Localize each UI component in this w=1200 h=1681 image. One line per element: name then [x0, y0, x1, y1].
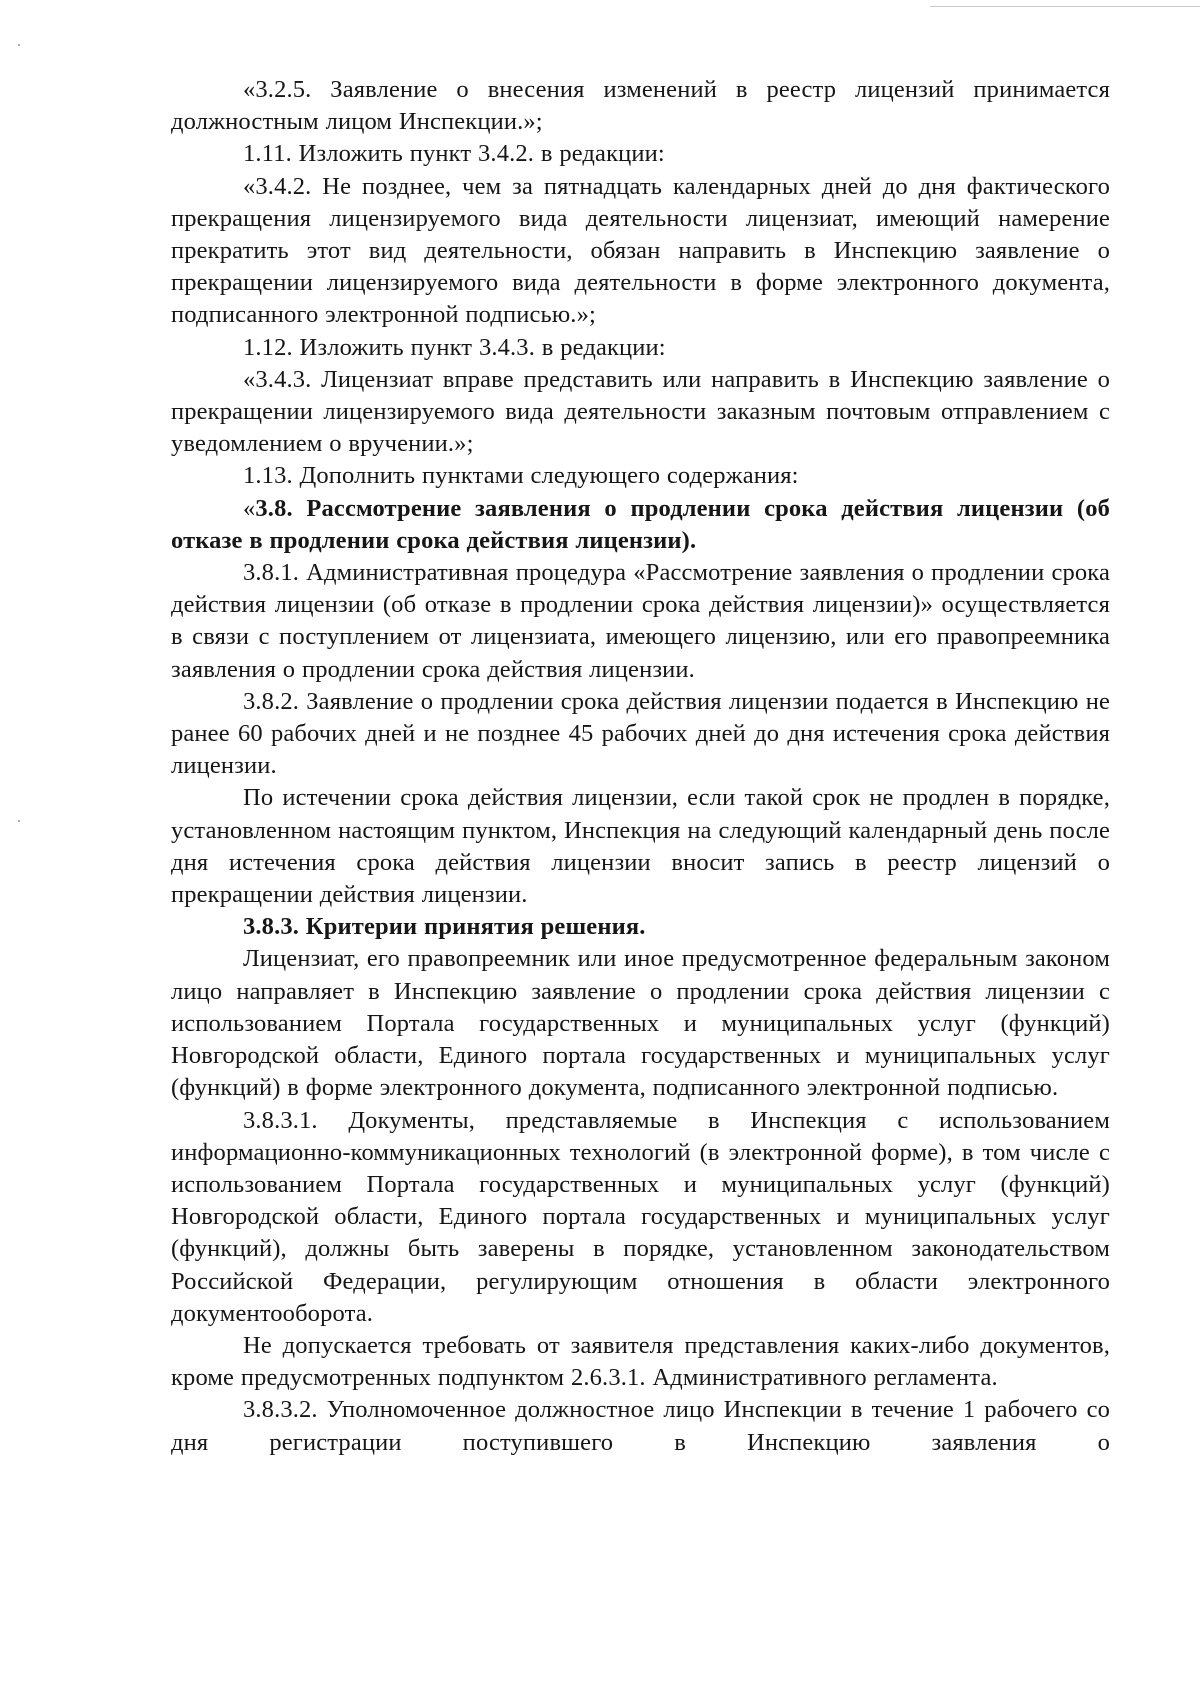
paragraph-3-4-2: «3.4.2. Не позднее, чем за пятнадцать календарных дней до дня фактического прекращения лицензируемого вида деятельности лицензиат, имеющий намерение прекратить этот вид деятельности, обязан направить в Инспекцию заявление о прекращении лицензируемого вида деятельности в форме электронного документа, подписанного электронной подписью.»;: [171, 172, 1110, 329]
paragraph-3-2-5: «3.2.5. Заявление о внесения изменений в реестр лицензий принимается должностным лицом Инспекции.»;: [171, 76, 1110, 136]
paragraph-3-8-1: 3.8.1. Административная процедура «Рассмотрение заявления о продлении срока действия лицензии (об отказе в продлении срока действия лицензии)» осуществляется в связи с поступлением от лицензиата, имеющего лицензию, или его правопреемника заявления о продлении срока действия лицензии.: [171, 559, 1110, 683]
paragraph-licensee: Лицензиат, его правопреемник или иное предусмотренное федеральным законом лицо направляет в Инспекцию заявление о продлении срока действия лицензии с использованием Портала государственных и муниципальных услуг (функций) Новгородской области, Единого портала государственных и муниципальных услуг (функций) в форме электронного документа, подписанного электронной подписью.: [171, 945, 1110, 1102]
paragraph-1-11: 1.11. Изложить пункт 3.4.2. в редакции:: [243, 140, 665, 168]
scan-speck: [18, 820, 20, 822]
heading-3-8-3: 3.8.3. Критерии принятия решения.: [243, 913, 646, 941]
heading-3-8-text: 3.8. Рассмотрение заявления о продлении срока действия лицензии (об отказе в продлении срока действия лицензии).: [171, 494, 1110, 554]
paragraph-1-13: 1.13. Дополнить пунктами следующего содержания:: [243, 462, 799, 490]
scan-edge-line: [930, 6, 1200, 7]
scan-speck: [18, 44, 20, 46]
paragraph-3-8-2: 3.8.2. Заявление о продлении срока действия лицензии подается в Инспекцию не ранее 60 рабочих дней и не позднее 45 рабочих дней до дня истечения срока действия лицензии.: [171, 687, 1110, 780]
paragraph-not-allowed: Не допускается требовать от заявителя представления каких-либо документов, кроме предусмотренных подпунктом 2.6.3.1. Административного регламента.: [171, 1331, 1110, 1392]
paragraph-3-4-3: «3.4.3. Лицензиат вправе представить или направить в Инспекцию заявление о прекращении лицензируемого вида деятельности заказным почтовым отправлением с уведомлением о вручении.»;: [171, 365, 1110, 458]
heading-3-8: [171, 493, 1110, 557]
paragraph-3-8-3-1: 3.8.3.1. Документы, представляемые в Инспекция с использованием информационно-коммуникационных технологий (в электронной форме), в том числе с использованием Портала государственных и муниципальных услуг (функций) Новгородской области, Единого портала государственных и муниципальных услуг (функций), должны быть заверены в порядке, установленном законодательством Российской Федерации, регулирующим отношения в области электронного документооборота.: [171, 1106, 1110, 1327]
paragraph-3-8-3-2: 3.8.3.2. Уполномоченное должностное лицо Инспекции в течение 1 рабочего со дня регистрации поступившего в Инспекцию заявления о: [171, 1396, 1110, 1456]
document-page: [171, 74, 1110, 1459]
paragraph-expiry: По истечении срока действия лицензии, если такой срок не продлен в порядке, установленном настоящим пунктом, Инспекция на следующий календарный день после дня истечения срока действия лицензии вносит запись в реестр лицензий о прекращении действия лицензии.: [171, 784, 1110, 909]
paragraph-1-12: 1.12. Изложить пункт 3.4.3. в редакции:: [243, 333, 666, 361]
opening-quote: «: [243, 494, 256, 522]
